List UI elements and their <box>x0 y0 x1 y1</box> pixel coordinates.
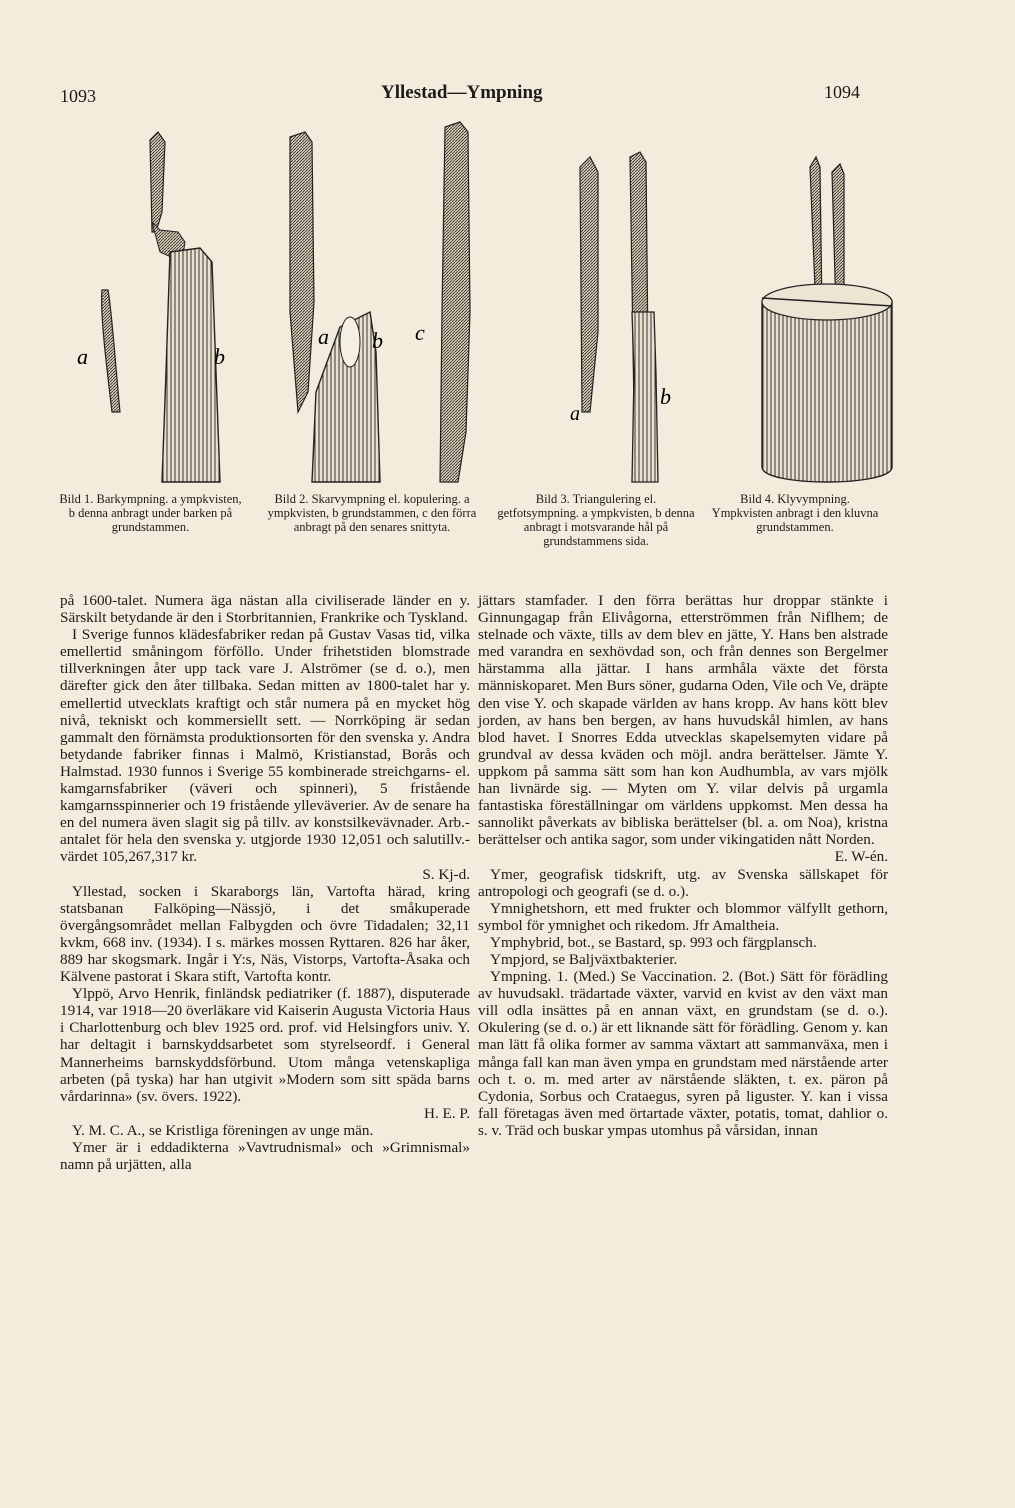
right-column <box>478 592 888 1139</box>
figure-4-caption: Bild 4. Klyvympning. Ympkvisten anbragt i den kluvna grundstammen. <box>711 492 879 534</box>
figure-1-label-a: a <box>77 344 88 369</box>
paragraph: på 1600-talet. Numera äga nästan alla civiliserade länder en y. Särskilt betydande är den i Storbritannien, Frankrike och Tyskland. <box>60 592 470 627</box>
entry-ympjord: Ympjord, se Baljväxtbakterier. <box>490 950 678 968</box>
signature: S. Kj-d. <box>422 865 470 883</box>
page-number-left: 1093 <box>60 86 96 106</box>
entry-ymer-tidskrift: Ymer, geografisk tidskrift, utg. av Svenska sällskapet för antropologi och geografi (se d. o.). <box>478 865 888 900</box>
figure-1-label-b: b <box>214 344 225 369</box>
page-header <box>0 82 1015 112</box>
page-number-right: 1094 <box>824 82 860 102</box>
figure-3-label-a: a <box>570 403 580 425</box>
entry-yllestad: Yllestad, socken i Skaraborgs län, Vartofta härad, kring statsbanan Falköping—Nässjö, i det småkuperade övergångsområdet mellan Falbygden och övre Tidadalen; 32,11 kvkm, 668 inv. (1934). I s. märkes mossen Ryttaren. 826 har åker, 889 har skogsmark. Ingår i Y:s, Näs, Vistorps, Vartofta-Åsaka och Kälvene pastorat i Skara stift, Vartofta kontr. <box>60 882 470 986</box>
entry-ympning: Ympning. 1. (Med.) Se Vaccination. 2. (Bot.) Sätt för förädling av huvudsakl. trädartade växter, varvid en kvist av den växt man vill odla insättes på en annan växt, en grundstam (se d. o.). Okulering (se d. o.) är ett liknande sätt för förädling. Genom y. kan man lätt få olika former av samma växtart att sammanväxa, men i många fall kan man även ympa en grundstam med närstående arter och t. o. m. med arter av närstående släkten, t. ex. päron på Cydonia, Sorbus och Crataegus, syren på liguster. Y. kan i vissa fall företagas även med örtartade växter, potatis, tomat, dahlior o. s. v. Träd och buskar ympas utomhus på vårsidan, innan <box>478 968 888 1139</box>
figure-2-label-b: b <box>372 328 383 353</box>
entry-ymca: Y. M. C. A., se Kristliga föreningen av unge män. <box>72 1121 374 1139</box>
figure-2-splice-grafting <box>290 122 470 482</box>
paragraph: I Sverige funnos klädesfabriker redan på Gustav Vasas tid, vilka emellertid småningom förföllo. Under frihetstiden blomstrade tillverkningen åter upp tack vare J. Alströmer (se d. o.), men därefter gick den åter tillbaka. Sedan mitten av 1800-talet har y. emellertid utvecklats kraftigt och står numera på en mycket hög nivå, tekniskt och kommersiellt sett. — Norrköping är sedan gammalt den förnämsta produktionsorten för den svenska y. Andra betydande fabriker finnas i Malmö, Kristianstad, Borås och Halmstad. 1930 funnos i Sverige 55 kombinerade streichgarns- el. kamgarnsfabriker (väveri och spinneri), 5 fristående kamgarnsspinnerier och 19 fristående ylleväverier. Av de senare ha en del numera även slagit sig på tillv. av konstsilkevävnader. Arb.-antalet för hela den svenska y. utgjorde 1930 12,051 och salutillv.-värdet 105,267,317 kr. <box>60 626 470 866</box>
figure-1-caption: Bild 1. Barkympning. a ympkvisten, b denna anbragt under barken på grundstammen. <box>59 492 242 534</box>
figure-2-label-a: a <box>318 324 329 349</box>
paragraph: jättars stamfader. I den förra berättas hur droppar stänkte i Ginnungagap från Elivågorna, etterströmmen från Niflhem; de stelnade och växte, tills av dem blev en jätte, Y. Hans ben alstrade med varandra en sexhövdad son, och från dennes son Bergelmer härstamma alla jättar. I hans armhåla växte det första människoparet. Men Burs söner, gudarna Oden, Vile och Ve, dräpte den vise Y. och skapade världen av hans kropp. Av hans kött blev jorden, av hans ben bergen, av hans huvudskål himlen, av hans blod havet. I Snorres Edda utvecklas skapelsemyten vidare på grundval av dessa kväden och möjl. andra berättelser. Jämte Y. uppkom på samma sätt som han kon Audhumbla, av vars mjölk han livnärde sig. — Myten om Y. vilar delvis på urgamla fantastiska föreställningar om världens uppkomst. Men dessa ha sannolikt påverkats av bibliska berättelser (bl. a. om Noa), kristna berättelser och antika sagor, som under vikingatiden nått Norden. <box>478 592 888 849</box>
left-column <box>60 592 470 1173</box>
figure-3-caption: Bild 3. Triangulering el. getfotsympning. a ympkvisten, b denna anbragt i motsvarande hål på grundstammens sida. <box>497 492 695 548</box>
grafting-illustrations <box>50 112 950 490</box>
figure-3-label-b: b <box>660 384 671 409</box>
figure-2-caption: Bild 2. Skarvympning el. kopulering. a ympkvisten, b grundstammen, c den förra anbragt på den senares snittyta. <box>267 492 477 534</box>
page-title: Yllestad—Ympning <box>381 82 543 103</box>
entry-ymphybrid: Ymphybrid, bot., se Bastard, sp. 993 och färgplansch. <box>490 933 817 951</box>
figure-4-cleft-grafting <box>762 157 892 482</box>
signature: E. W-én. <box>834 848 888 866</box>
figure-3-triangulation-grafting <box>570 152 671 482</box>
figure-2-label-c: c <box>415 320 425 345</box>
signature: H. E. P. <box>424 1104 470 1122</box>
entry-ymer: Ymer är i eddadikterna »Vavtrudnismal» och »Grimnismal» namn på urjätten, alla <box>60 1139 470 1174</box>
figure-1-bark-grafting <box>77 132 225 482</box>
entry-ylppo: Ylppö, Arvo Henrik, finländsk pediatriker (f. 1887), disputerade 1914, var 1918—20 överläkare vid Kaiserin Augusta Victoria Haus i Charlottenburg och blev 1925 ord. prof. vid Helsingfors univ. Y. har deltagit i barnskyddsarbetet som styrelseordf. i General Mannerheims barnskyddsförbund. Utom många vetenskapliga arbeten (på tyska) har han utgivit »Modern som sitt späda barns vårdarinna» (sv. övers. 1922). <box>60 985 470 1105</box>
entry-ymnighetshorn: Ymnighetshorn, ett med frukter och blommor välfyllt gethorn, symbol för ymnighet och rikedom. Jfr Amaltheia. <box>478 899 888 934</box>
